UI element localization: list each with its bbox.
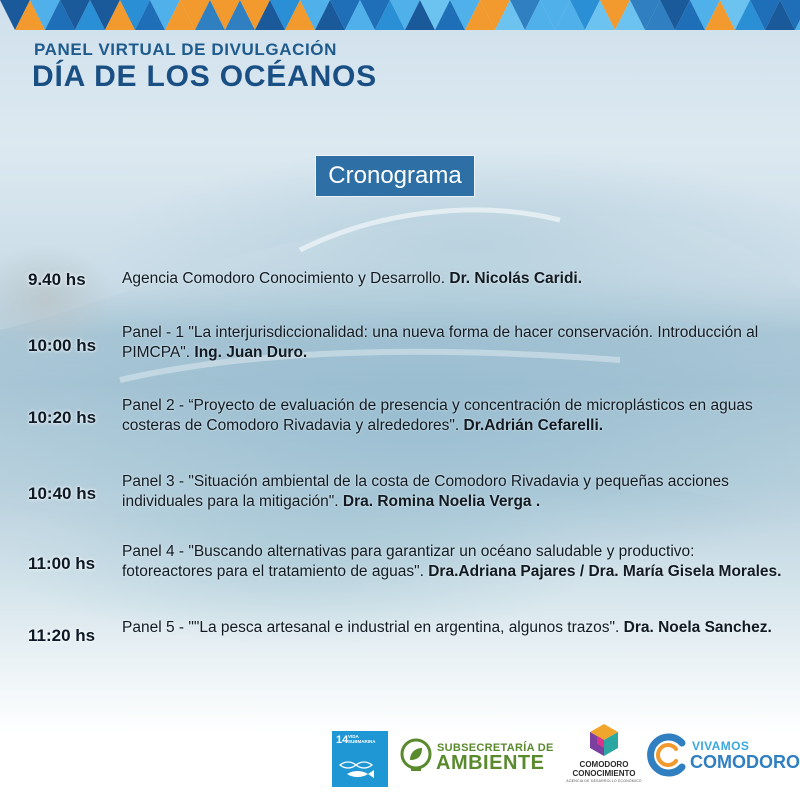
comodoro-conocimiento-tagline: AGENCIA DE DESARROLLO ECONÓMICO bbox=[566, 779, 642, 783]
speaker-name: Dr.Adrián Cefarelli. bbox=[463, 417, 604, 434]
comodoro-conocimiento-line-2: CONOCIMIENTO bbox=[572, 769, 636, 778]
schedule-time: 11:20 hs bbox=[28, 626, 96, 645]
panel-text: Panel 3 - "Situación ambiental de la costa de Comodoro Rivadavia y pequeñas acciones individuales para la mitigación". bbox=[122, 473, 729, 510]
schedule-description bbox=[122, 396, 784, 436]
panel-text: Panel 5 - ""La pesca artesanal e industrial en argentina, algunos trazos". bbox=[122, 619, 624, 636]
panel-text: Panel 2 - “Proyecto de evaluación de presencia y concentración de microplásticos en aguas costeras de Comodoro Rivadavia y alrededores". bbox=[122, 397, 753, 434]
sdg-number: 14 bbox=[336, 734, 349, 746]
sdg-caption-line: VIDA bbox=[348, 734, 359, 739]
schedule-time: 9.40 hs bbox=[28, 270, 86, 289]
schedule-description bbox=[122, 618, 784, 638]
vivamos-line-1: VIVAMOS bbox=[692, 739, 750, 753]
ambiente-line-1: SUBSECRETARÍA DE bbox=[437, 742, 554, 754]
panel-kicker: PANEL VIRTUAL DE DIVULGACIÓN bbox=[34, 40, 337, 59]
triangle-mosaic-banner bbox=[0, 0, 800, 36]
speaker-name: Dra. Noela Sanchez. bbox=[623, 619, 772, 636]
schedule-time: 10:00 hs bbox=[28, 336, 97, 355]
comodoro-conocimiento-line-1: COMODORO bbox=[579, 760, 629, 769]
schedule-description bbox=[122, 269, 784, 289]
cronograma-badge: Cronograma bbox=[316, 156, 474, 196]
speaker-name: Ing. Juan Duro. bbox=[194, 344, 308, 361]
speaker-name: Dra. Romina Noelia Verga . bbox=[342, 493, 541, 510]
schedule-time: 11:00 hs bbox=[28, 554, 96, 573]
fish-icon bbox=[332, 731, 388, 787]
schedule-description bbox=[122, 472, 784, 512]
sdg-14-logo bbox=[332, 731, 388, 787]
ambiente-line-2: AMBIENTE bbox=[436, 752, 545, 774]
schedule-description bbox=[122, 542, 784, 582]
sdg-caption-line: SUBMARINA bbox=[348, 739, 376, 744]
event-title: DÍA DE LOS OCÉANOS bbox=[32, 60, 377, 93]
panel-text: Agencia Comodoro Conocimiento y Desarrollo. bbox=[122, 270, 450, 287]
panel-text: Panel 4 - "Buscando alternativas para garantizar un océano saludable y productivo: fotoreactores para el tratamiento de aguas". bbox=[122, 543, 695, 580]
vivamos-line-2: COMODORO bbox=[690, 752, 800, 772]
schedule-time: 10:20 hs bbox=[28, 408, 97, 427]
schedule-description bbox=[122, 323, 784, 363]
vivamos-comodoro-c-icon bbox=[646, 733, 690, 777]
speaker-name: Dr. Nicolás Caridi. bbox=[449, 270, 583, 287]
speaker-name: Dra.Adriana Pajares / Dra. María Gisela Morales. bbox=[428, 563, 782, 580]
ambiente-bulb-icon bbox=[398, 738, 434, 774]
panel-text: Panel - 1 "La interjurisdiccionalidad: una nueva forma de hacer conservación. Introducción al PIMCPA". bbox=[122, 324, 759, 361]
comodoro-conocimiento-cube-icon bbox=[588, 722, 620, 758]
schedule-time: 10:40 hs bbox=[28, 484, 97, 503]
